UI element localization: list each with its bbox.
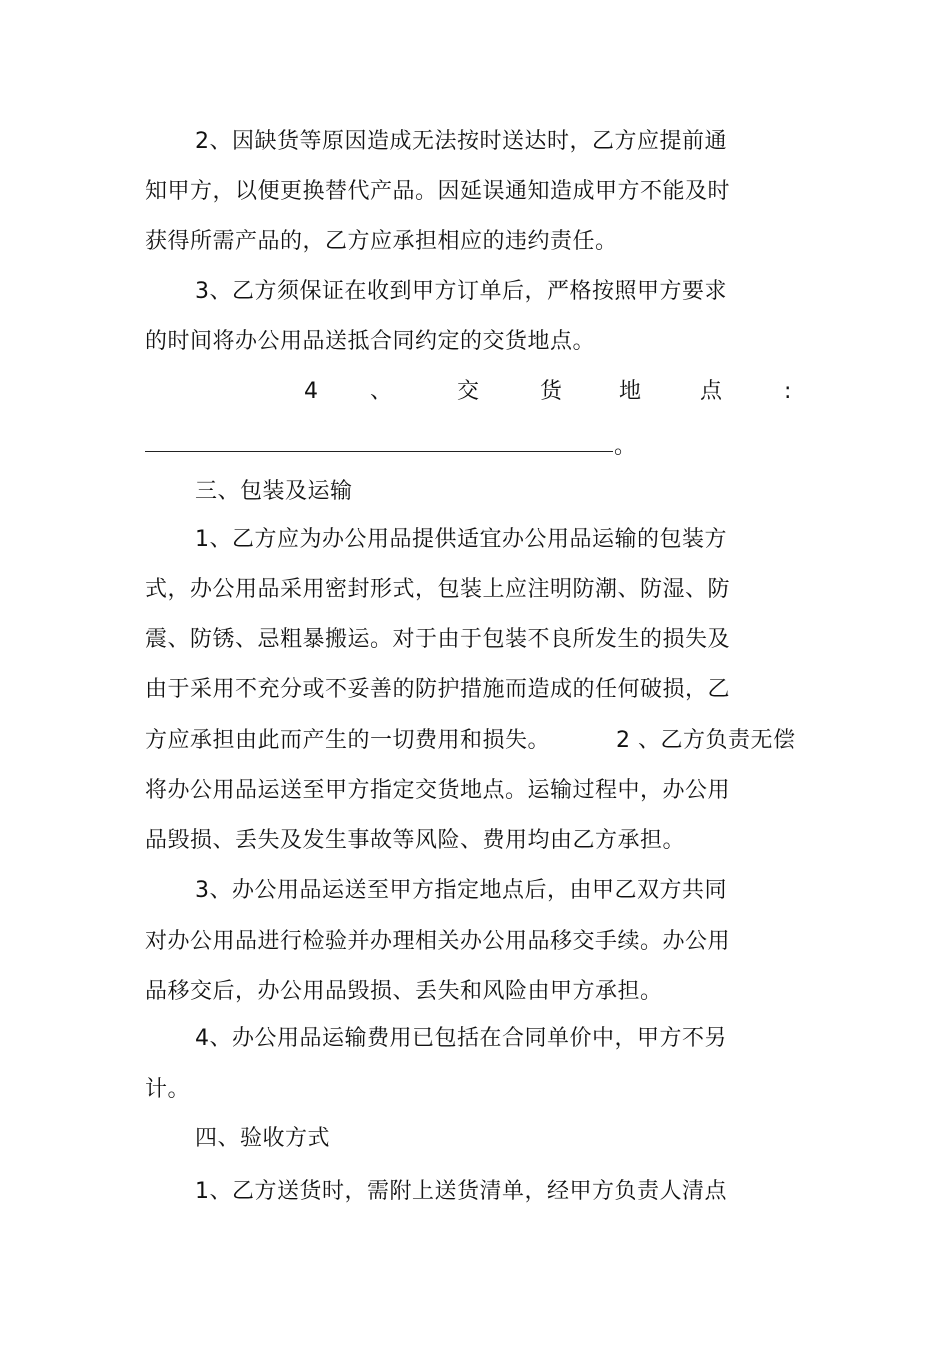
- paragraph-line: 的时间将办公用品送抵合同约定的交货地点。: [145, 329, 596, 354]
- paragraph-line: [145, 726, 796, 756]
- item4-char-4: 点: [700, 379, 723, 404]
- paragraph-line: 1、乙方应为办公用品提供适宜办公用品运输的包装方: [195, 527, 727, 552]
- item4-colon: :: [784, 379, 792, 404]
- paragraph-line: 获得所需产品的，乙方应承担相应的违约责任。: [145, 229, 618, 254]
- item2-first-text: 2 、乙方负责无偿: [616, 728, 796, 753]
- paragraph-line: 计。: [145, 1077, 191, 1102]
- item4-separator: 、: [370, 379, 393, 404]
- fill-in-blank: [145, 451, 613, 452]
- paragraph-line: 品毁损、丢失及发生事故等风险、费用均由乙方承担。: [145, 828, 686, 853]
- paragraph-line: 3、乙方须保证在收到甲方订单后，严格按照甲方要求: [195, 279, 727, 304]
- paragraph-line: 对办公用品进行检验并办理相关办公用品移交手续。办公用: [145, 929, 731, 954]
- section-heading: 四、验收方式: [195, 1126, 331, 1151]
- paragraph-line: 4、办公用品运输费用已包括在合同单价中，甲方不另: [195, 1026, 727, 1051]
- paragraph-line: 品移交后，办公用品毁损、丢失和风险由甲方承担。: [145, 979, 663, 1004]
- paragraph-line: 1、乙方送货时，需附上送货清单，经甲方负责人清点: [195, 1179, 727, 1204]
- paragraph-line: 式，办公用品采用密封形式，包装上应注明防潮、防湿、防: [145, 577, 731, 602]
- paragraph-line: 将办公用品运送至甲方指定交货地点。运输过程中，办公用: [145, 778, 731, 803]
- item4-period: 。: [614, 434, 637, 459]
- paragraph-line: 由于采用不充分或不妥善的防护措施而造成的任何破损，乙: [145, 677, 731, 702]
- item4-char-3: 地: [619, 379, 642, 404]
- item4-char-1: 交: [457, 379, 480, 404]
- paragraph-line: 震、防锈、忌粗暴搬运。对于由于包装不良所发生的损失及: [145, 627, 731, 652]
- item4-char-2: 货: [540, 379, 563, 404]
- paragraph-line: 知甲方，以便更换替代产品。因延误通知造成甲方不能及时: [145, 179, 731, 204]
- item4-number: 4: [304, 379, 318, 404]
- item1-last-text: 方应承担由此而产生的一切费用和损失。: [145, 728, 551, 753]
- paragraph-line: 3、办公用品运送至甲方指定地点后，由甲乙双方共同: [195, 878, 727, 903]
- section-heading: 三、包装及运输: [195, 479, 353, 504]
- paragraph-line: 2、因缺货等原因造成无法按时送达时，乙方应提前通: [195, 129, 727, 154]
